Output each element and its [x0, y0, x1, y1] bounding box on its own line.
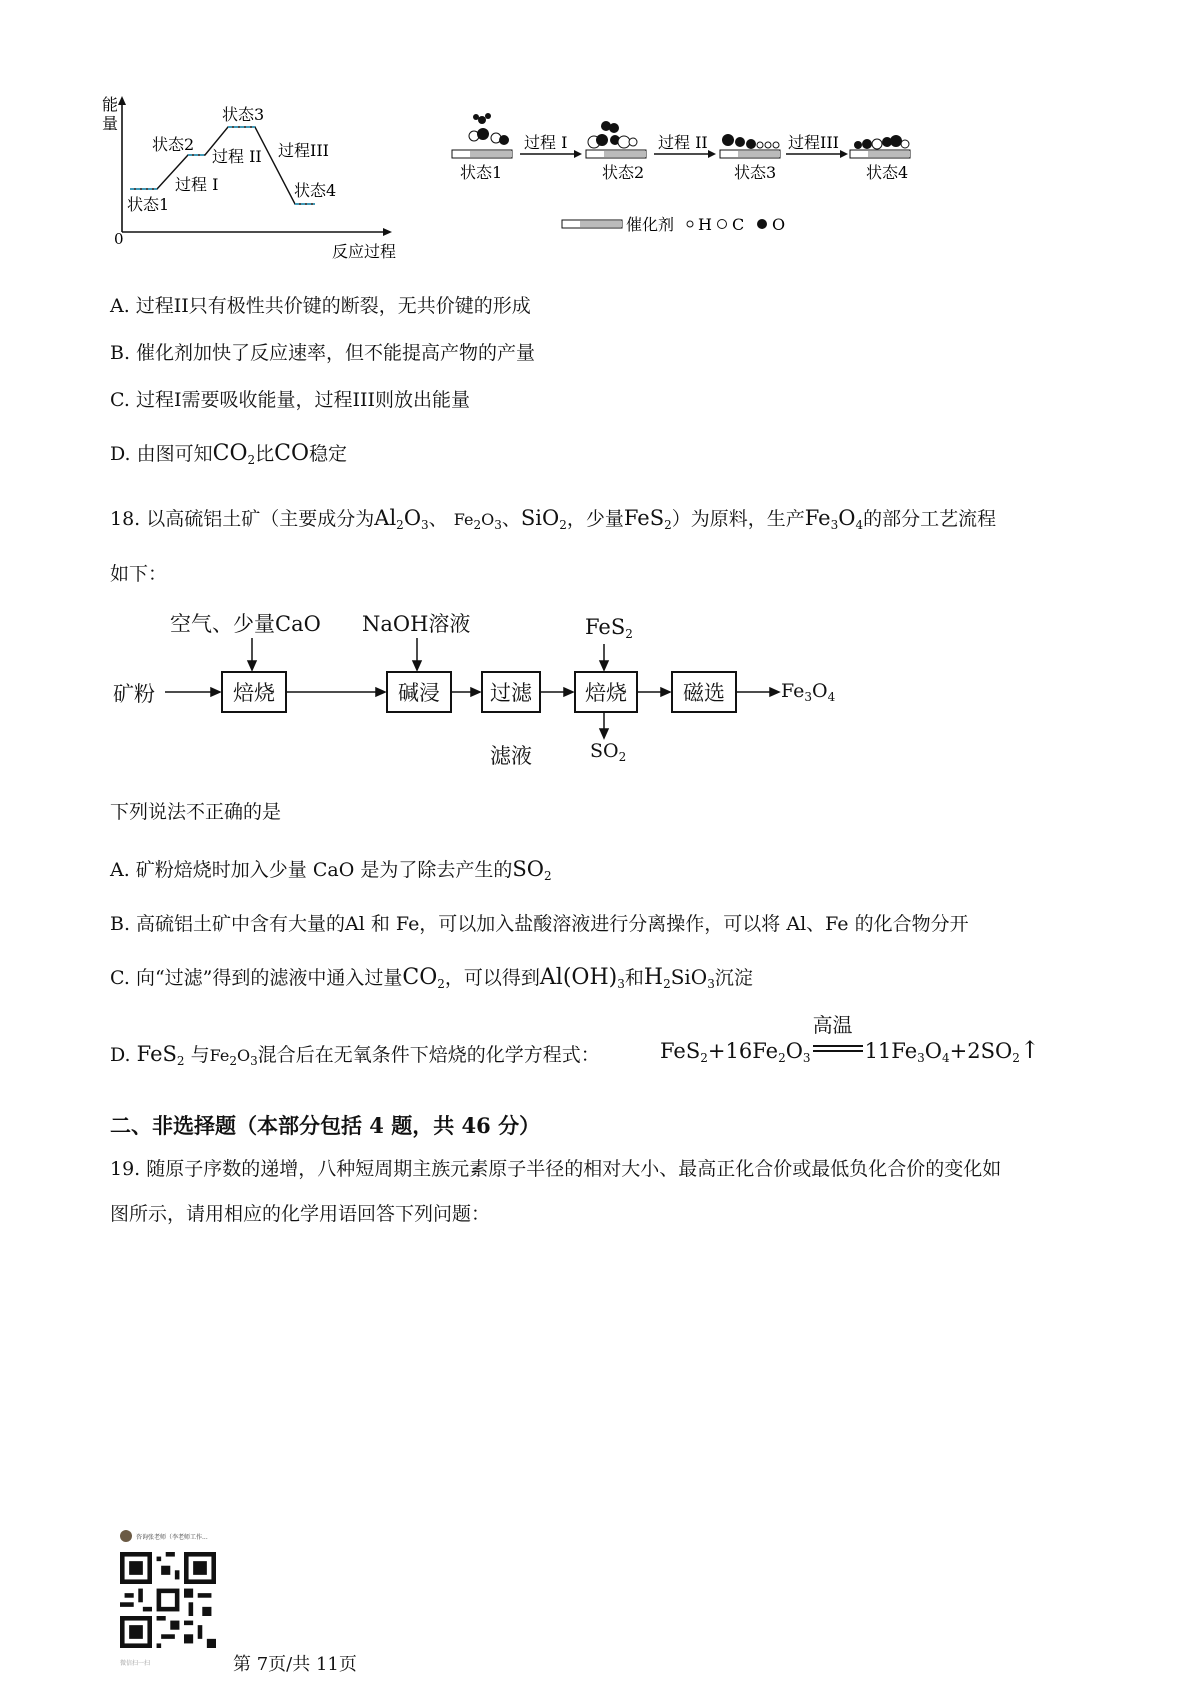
reaction-condition: 高温 — [812, 1013, 853, 1037]
flow-input-air-cao: 空气、少量CaO — [170, 612, 321, 636]
energy-state-1: 状态1 — [127, 195, 170, 214]
q18-stem-line1: 18. 以高硫铝土矿（主要成分为$Al_2O_3$、 $Fe_2O_3$、SiO$_2$，少量FeS$_2$）为原料，生产$Fe_3O_4$的部分工艺流程 — [110, 506, 997, 532]
mech-process-2: 过程 II — [658, 133, 708, 152]
avatar — [120, 1530, 132, 1542]
energy-state-2: 状态2 — [152, 135, 195, 154]
section-2-heading: 二、非选择题（本部分包括 4 题，共 46 分） — [110, 1113, 541, 1138]
flow-box-filter: 过滤 — [481, 671, 541, 713]
flow-product-fe3o4: $Fe_3O_4$ — [781, 680, 836, 704]
qr-sub: 微信扫一扫 — [120, 1660, 151, 1667]
q17-option-a: A. 过程II只有极性共价键的断裂，无共价键的形成 — [110, 295, 531, 317]
energy-process-3: 过程III — [278, 141, 329, 160]
energy-origin: 0 — [114, 230, 124, 248]
q19-line1: 19. 随原子序数的递增，八种短周期主族元素原子半径的相对大小、最高正化合价或最低负化合价的变化如 — [110, 1158, 1002, 1180]
energy-state-4: 状态4 — [294, 181, 337, 200]
q18-option-c: C. 向“过滤”得到的滤液中通入过量$CO_2$，可以得到$Al(OH)_3$和$H_2SiO_3$沉淀 — [110, 965, 753, 991]
energy-process-2: 过程 II — [212, 147, 262, 166]
legend-o: O — [772, 215, 786, 234]
qr-block — [120, 1530, 230, 1667]
q18-option-d-equation: $FeS_2+16Fe_2O_3$ 高温 $11Fe_3O_4+2SO_2↑$ — [660, 1036, 1040, 1064]
energy-ylabel-1: 能 — [102, 95, 119, 114]
flow-box-magnetic: 磁选 — [671, 671, 737, 713]
q18-prompt: 下列说法不正确的是 — [110, 801, 282, 823]
qr-header — [120, 1530, 230, 1542]
energy-xlabel: 反应过程 — [332, 242, 397, 261]
qr-code — [120, 1552, 216, 1648]
mech-state-4: 状态4 — [866, 163, 909, 182]
q18-option-d: D. FeS$_2$ 与$Fe_2O_3$混合后在无氧条件下焙烧的化学方程式： — [110, 1042, 600, 1068]
mech-process-3: 过程III — [788, 133, 839, 152]
page-number: 第 7页/共 11页 — [233, 1654, 357, 1675]
q19-line2: 图所示，请用相应的化学用语回答下列问题： — [110, 1203, 491, 1225]
legend-c: C — [732, 215, 745, 234]
q17-option-d: D. 由图可知$CO_2$比CO稳定 — [110, 441, 348, 467]
mech-process-1: 过程 I — [524, 133, 568, 152]
energy-process-1: 过程 I — [175, 175, 219, 194]
flow-input-fes2: FeS$_2$ — [585, 615, 633, 641]
flow-start-ore: 矿粉 — [113, 682, 155, 706]
mech-state-1: 状态1 — [460, 163, 503, 182]
flow-box-roast-2: 焙烧 — [574, 671, 638, 713]
flow-arrows — [0, 0, 1200, 800]
q17-option-b: B. 催化剂加快了反应速率，但不能提高产物的产量 — [110, 342, 536, 364]
q18-option-a: A. 矿粉焙烧时加入少量 CaO 是为了除去产生的$SO_2$ — [110, 857, 552, 883]
mech-state-3: 状态3 — [734, 163, 777, 182]
qr-caption: 咨询张老师（李老师工作... — [136, 1533, 208, 1541]
q18-option-b: B. 高硫铝土矿中含有大量的Al 和 Fe，可以加入盐酸溶液进行分离操作，可以将 Al、Fe 的化合物分开 — [110, 913, 969, 935]
energy-state-3: 状态3 — [222, 105, 265, 124]
q18-stem-line2: 如下： — [110, 563, 168, 585]
mech-state-2: 状态2 — [602, 163, 645, 182]
flow-out-filtrate: 滤液 — [490, 744, 532, 768]
q17-option-c: C. 过程I需要吸收能量，过程III则放出能量 — [110, 389, 470, 411]
flow-box-alkali-leach: 碱浸 — [386, 671, 452, 713]
legend-catalyst: 催化剂 — [626, 215, 675, 234]
energy-ylabel-2: 量 — [102, 114, 119, 133]
legend-h: H — [698, 215, 712, 234]
flow-input-naoh: NaOH溶液 — [362, 612, 471, 636]
flow-box-roast-1: 焙烧 — [221, 671, 287, 713]
reaction-double-line — [813, 1045, 863, 1052]
flow-out-so2: $SO_2$ — [590, 740, 627, 764]
